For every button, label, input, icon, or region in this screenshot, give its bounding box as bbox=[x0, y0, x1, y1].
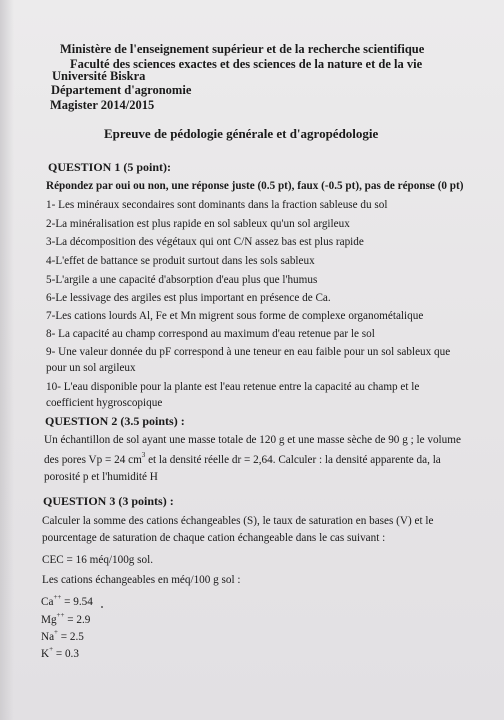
cation-ca-value: = 9.54 bbox=[61, 596, 93, 608]
year-line: Magister 2014/2015 bbox=[50, 98, 155, 112]
q1-item-10-line1: 10- L'eau disponible pour la plante est l'eau retenue entre la capacité au champ et le bbox=[46, 381, 420, 393]
q1-item-2: 2-La minéralisation est plus rapide en sol sableux qu'un sol argileux bbox=[46, 218, 350, 230]
exam-title: Epreuve de pédologie générale et d'agropédologie bbox=[104, 126, 379, 141]
q2-line-2-sup: 3 bbox=[141, 451, 146, 460]
q1-item-9-line1: 9- Une valeur donnée du pF correspond à une teneur en eau faible pour un sol sableux que bbox=[46, 346, 451, 358]
cation-ca bbox=[41, 593, 93, 608]
q1-item-1: 1- Les minéraux secondaires sont dominants dans la fraction sableuse du sol bbox=[46, 199, 388, 211]
university-line: Université Biskra bbox=[52, 69, 146, 83]
q3-line-2: pourcentage de saturation de chaque cation échangeable dans le cas suivant : bbox=[42, 532, 386, 544]
cation-k bbox=[41, 645, 79, 660]
cation-mg-charge: ++ bbox=[56, 611, 65, 620]
q3-heading: QUESTION 3 (3 points) : bbox=[43, 494, 174, 508]
q1-item-8: 8- La capacité au champ correspond au maximum d'eau retenue par le sol bbox=[46, 328, 375, 340]
q1-item-7: 7-Les cations lourds Al, Fe et Mn migrent sous forme de complexe organométalique bbox=[46, 310, 424, 322]
department-line: Département d'agronomie bbox=[51, 83, 192, 97]
q2-line-2 bbox=[44, 451, 441, 466]
q2-line-1: Un échantillon de sol ayant une masse totale de 120 g et une masse sèche de 90 g ; le volume bbox=[44, 434, 461, 446]
cation-mg-symbol: Mg bbox=[41, 614, 57, 626]
cation-ca-charge: ++ bbox=[53, 593, 62, 602]
q3-cec: CEC = 16 méq/100g sol. bbox=[42, 554, 154, 566]
cation-ca-symbol: Ca bbox=[41, 596, 54, 608]
q3-line-1: Calculer la somme des cations échangeables (S), le taux de saturation en bases (V) et le bbox=[42, 515, 434, 527]
cation-na-charge: + bbox=[54, 628, 58, 637]
cation-na-value: = 2.5 bbox=[58, 631, 84, 643]
q2-line-2a: des pores Vp = 24 cm bbox=[44, 454, 142, 466]
cation-na-symbol: Na bbox=[41, 631, 55, 643]
q2-heading: QUESTION 2 (3.5 points) : bbox=[45, 414, 185, 428]
q1-heading: QUESTION 1 (5 point): bbox=[48, 160, 172, 174]
q1-item-4: 4-L'effet de battance se produit surtout dans les sols sableux bbox=[46, 255, 315, 267]
q1-item-6: 6-Le lessivage des argiles est plus important en présence de Ca. bbox=[46, 292, 331, 304]
q2-line-3: porosité p et l'humidité H bbox=[44, 471, 158, 483]
q1-instruction: Répondez par oui ou non, une réponse juste (0.5 pt), faux (-0.5 pt), pas de réponse (0 pt) bbox=[46, 180, 464, 192]
faculty-line: Faculté des sciences exactes et des sciences de la nature et de la vie bbox=[70, 57, 423, 71]
cation-mg bbox=[41, 611, 91, 626]
q1-item-9-line2: pour un sol argileux bbox=[46, 362, 136, 374]
stray-dot-mark bbox=[101, 606, 103, 608]
q1-item-3: 3-La décomposition des végétaux qui ont C/N assez bas est plus rapide bbox=[46, 236, 364, 248]
cation-k-value: = 0.3 bbox=[53, 648, 79, 660]
ministry-line: Ministère de l'enseignement supérieur et de la recherche scientifique bbox=[60, 42, 425, 56]
cation-na bbox=[41, 628, 84, 643]
q1-item-5: 5-L'argile a une capacité d'absorption d'eau plus que l'humus bbox=[46, 274, 318, 286]
q2-line-2b: et la densité réelle dr = 2,64. Calculer : la densité apparente da, la bbox=[145, 454, 441, 466]
q3-cations-intro: Les cations échangeables en méq/100 g sol : bbox=[42, 574, 241, 586]
cation-mg-value: = 2.9 bbox=[64, 614, 91, 626]
cation-k-charge: + bbox=[49, 645, 54, 654]
cation-k-symbol: K bbox=[41, 648, 50, 660]
q1-item-10-line2: coefficient hygroscopique bbox=[46, 397, 163, 409]
